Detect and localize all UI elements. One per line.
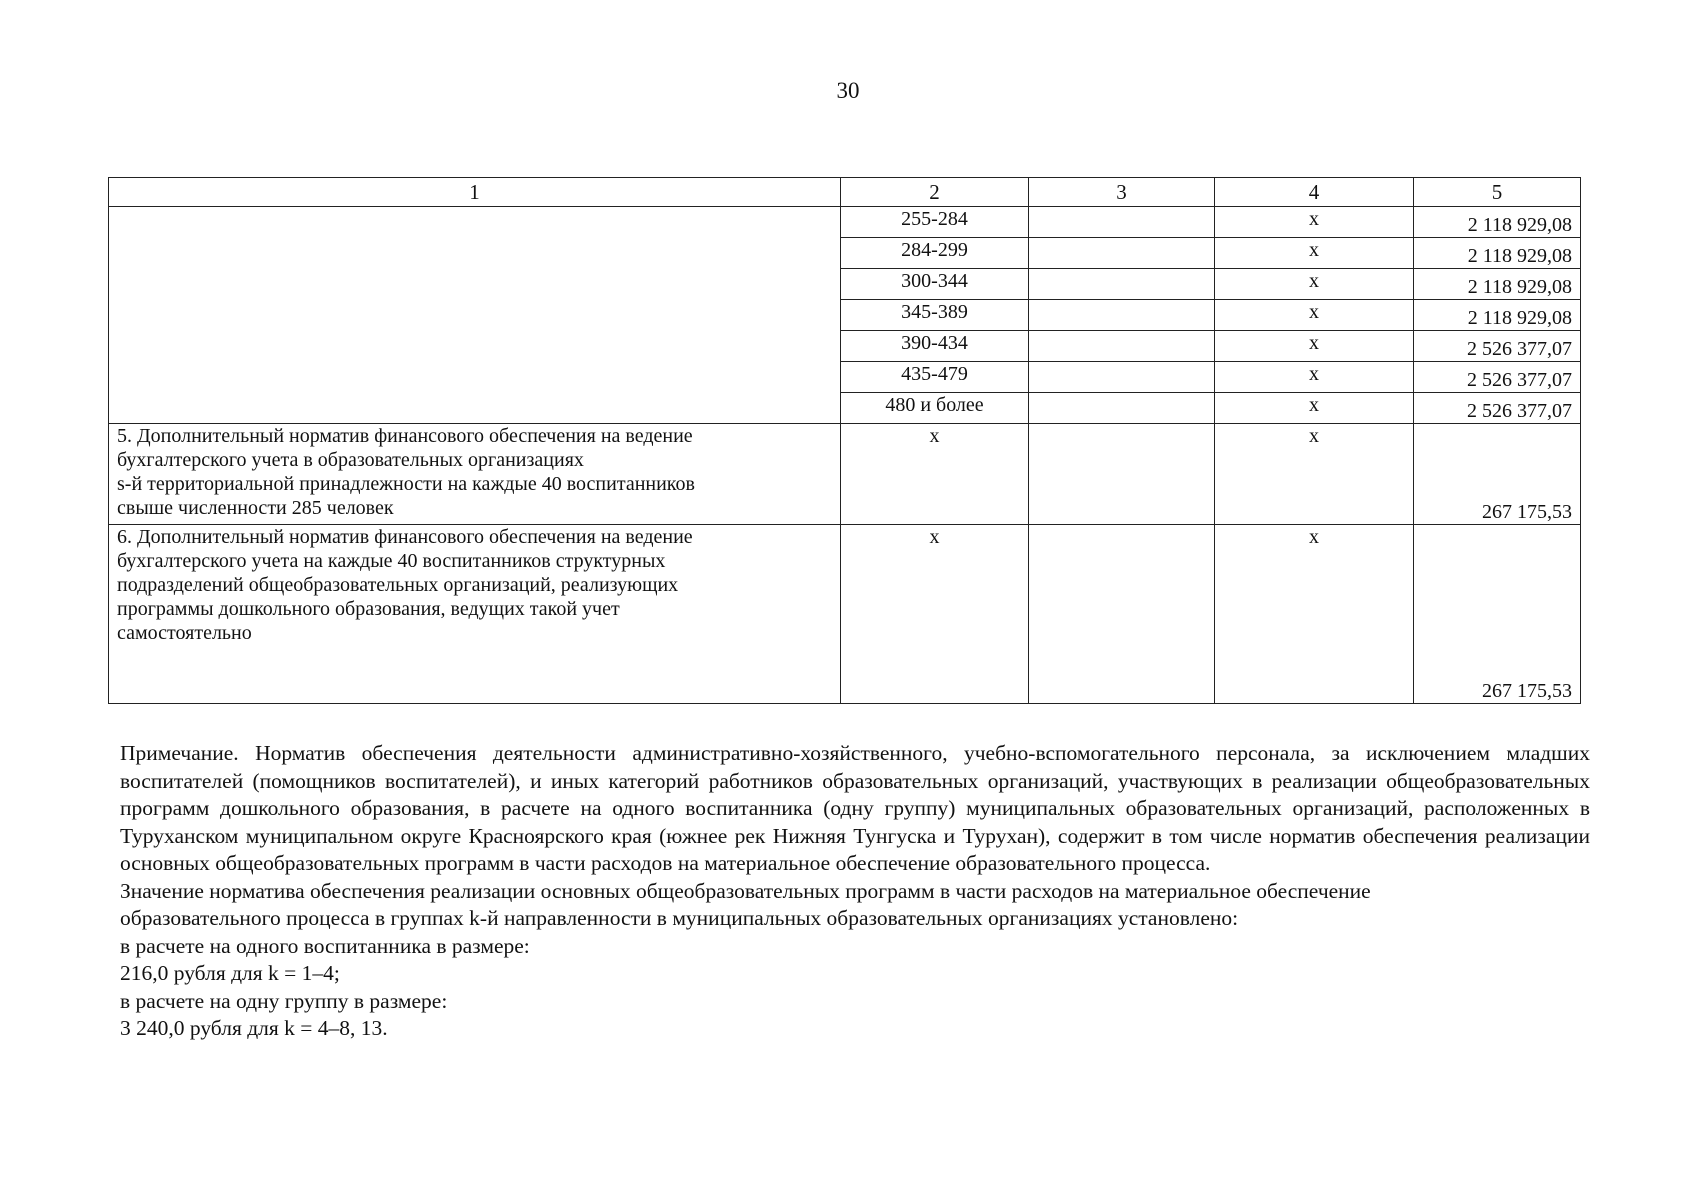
value-cell: 267 175,53 — [1414, 525, 1581, 704]
item-6-line: самостоятельно — [117, 622, 252, 644]
range-cell: 255-284 — [841, 207, 1029, 238]
table-row — [109, 207, 1581, 238]
range-cell: 300-344 — [841, 269, 1029, 300]
empty-cell — [1029, 362, 1215, 393]
header-col-5: 5 — [1414, 178, 1581, 207]
header-col-2: 2 — [841, 178, 1029, 207]
range-cell: 345-389 — [841, 300, 1029, 331]
note-paragraph: Примечание. Норматив обеспечения деятельности административно-хозяйственного, учебно-вспомогательного персонала, за исключением младших воспитателей (помощников воспитателей), и иных категорий работников образовательных организаций, участвующих в реализации общеобразовательных программ дошкольного образования, в расчете на одного воспитанника (одну группу) муниципальных образовательных организаций, расположенных в Туруханском муниципальном округе Красноярского края (южнее рек Нижняя Тунгуска и Турухан), содержит в том числе норматив обеспечения реализации основных общеобразовательных программ в части расходов на материальное обеспечение образовательного процесса. — [120, 741, 1590, 875]
note-line: 3 240,0 рубля для k = 4–8, 13. — [120, 1016, 388, 1040]
empty-cell — [1029, 238, 1215, 269]
merged-description-cell — [109, 207, 841, 424]
value-cell: 2 118 929,08 — [1414, 300, 1581, 331]
empty-cell — [1029, 393, 1215, 424]
note-section — [120, 740, 1590, 1043]
x-mark-cell: x — [1215, 424, 1414, 525]
x-mark-cell: x — [1215, 525, 1414, 704]
empty-cell — [1029, 300, 1215, 331]
item-6-line: программы дошкольного образования, ведущих такой учет — [117, 598, 620, 620]
value-cell: 2 118 929,08 — [1414, 207, 1581, 238]
x-mark-cell: x — [1215, 331, 1414, 362]
item-5-line: свыше численности 285 человек — [117, 497, 394, 519]
x-mark-cell: x — [1215, 300, 1414, 331]
table-row-item-5 — [109, 424, 1581, 525]
item-5-description — [109, 424, 841, 525]
normative-table — [108, 177, 1581, 704]
x-mark-cell: x — [841, 525, 1029, 704]
x-mark-cell: x — [1215, 238, 1414, 269]
table-header-row — [109, 178, 1581, 207]
value-cell: 2 526 377,07 — [1414, 362, 1581, 393]
value-cell: 267 175,53 — [1414, 424, 1581, 525]
x-mark-cell: x — [1215, 362, 1414, 393]
item-5-line: бухгалтерского учета в образовательных организациях — [117, 449, 584, 471]
value-cell: 2 526 377,07 — [1414, 331, 1581, 362]
item-6-line: 6. Дополнительный норматив финансового обеспечения на ведение — [117, 526, 693, 548]
table-row-item-6 — [109, 525, 1581, 704]
note-line: образовательного процесса в группах k-й направленности в муниципальных образовательных организациях установлено: — [120, 906, 1239, 930]
item-6-line: бухгалтерского учета на каждые 40 воспитанников структурных — [117, 550, 666, 572]
empty-cell — [1029, 269, 1215, 300]
note-line: Значение норматива обеспечения реализации основных общеобразовательных программ в части расходов на материальное обеспечение — [120, 878, 1371, 903]
x-mark-cell: x — [1215, 269, 1414, 300]
header-col-3: 3 — [1029, 178, 1215, 207]
value-cell: 2 118 929,08 — [1414, 269, 1581, 300]
note-line: 216,0 рубля для k = 1–4; — [120, 961, 340, 985]
empty-cell — [1029, 207, 1215, 238]
note-line: в расчете на одного воспитанника в размере: — [120, 933, 530, 958]
value-cell: 2 526 377,07 — [1414, 393, 1581, 424]
header-col-1: 1 — [109, 178, 841, 207]
empty-cell — [1029, 525, 1215, 704]
range-cell: 435-479 — [841, 362, 1029, 393]
item-5-line: s-й территориальной принадлежности на каждые 40 воспитанников — [117, 473, 695, 495]
empty-cell — [1029, 331, 1215, 362]
item-6-line: подразделений общеобразовательных организаций, реализующих — [117, 574, 679, 596]
value-cell: 2 118 929,08 — [1414, 238, 1581, 269]
item-6-description — [109, 525, 841, 704]
range-cell: 390-434 — [841, 331, 1029, 362]
x-mark-cell: x — [1215, 393, 1414, 424]
range-cell: 480 и более — [841, 393, 1029, 424]
header-col-4: 4 — [1215, 178, 1414, 207]
x-mark-cell: x — [1215, 207, 1414, 238]
empty-cell — [1029, 424, 1215, 525]
range-cell: 284-299 — [841, 238, 1029, 269]
note-line: в расчете на одну группу в размере: — [120, 988, 448, 1013]
item-5-line: 5. Дополнительный норматив финансового обеспечения на ведение — [117, 425, 693, 447]
x-mark-cell: x — [841, 424, 1029, 525]
page-number: 30 — [836, 78, 860, 103]
